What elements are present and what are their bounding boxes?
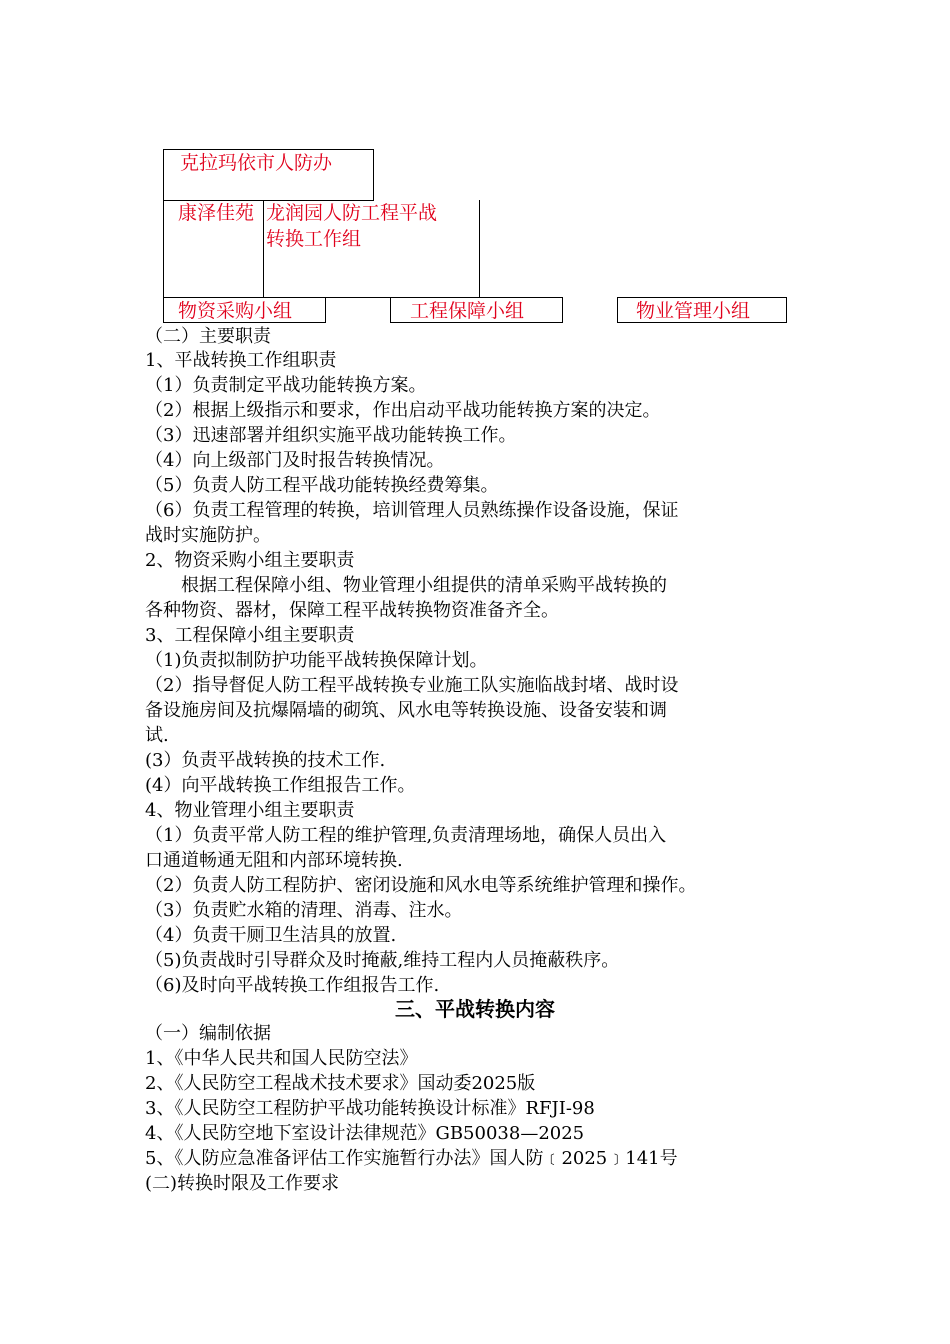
text-line: 口通道畅通无阻和内部环境转换. (145, 850, 403, 871)
text-line: 2、《人民防空工程战术技术要求》国动委2025版 (145, 1073, 536, 1094)
text-line: 战时实施防护。 (145, 525, 271, 546)
text-line: 1、《中华人民共和国人民防空法》 (145, 1048, 418, 1069)
org-box-top (163, 149, 374, 201)
org-center-line2: 转换工作组 (266, 228, 362, 250)
org-group2-label: 工程保障小组 (410, 300, 525, 322)
text-line: （6)及时向平战转换工作组报告工作. (145, 975, 440, 996)
text-line: （6）负责工程管理的转换，培训管理人员熟练操作设备设施，保证 (145, 500, 679, 521)
text-line: 根据工程保障小组、物业管理小组提供的清单采购平战转换的 (145, 575, 667, 596)
text-line: （3）负责贮水箱的清理、消毒、注水。 (145, 900, 463, 921)
org-group3-label: 物业管理小组 (636, 300, 751, 322)
text-line: 4、物业管理小组主要职责 (145, 800, 355, 821)
text-line: （3）迅速部署并组织实施平战功能转换工作。 (145, 425, 517, 446)
org-center-line1: 龙润园人防工程平战 (266, 202, 438, 224)
text-line: (3）负责平战转换的技术工作. (145, 750, 386, 771)
text-line: （一）编制依据 (145, 1023, 271, 1044)
text-line: （1）负责制定平战功能转换方案。 (145, 375, 427, 396)
org-box-group3 (617, 297, 787, 323)
text-line: （5)负责战时引导群众及时掩蔽,维持工程内人员掩蔽秩序。 (145, 950, 620, 971)
text-line: （4）负责干厕卫生洁具的放置. (145, 925, 397, 946)
org-box-group2 (390, 297, 563, 323)
org-box-group1 (163, 297, 326, 323)
section-heading: 三、平战转换内容 (395, 997, 555, 1021)
org-divider (263, 200, 264, 242)
text-line: （1)负责拟制防护功能平战转换保障计划。 (145, 650, 488, 671)
text-line: （2）指导督促人防工程平战转换专业施工队实施临战封堵、战时设 (145, 675, 679, 696)
text-line: 5、《人防应急准备评估工作实施暂行办法》国人防﹝2025﹞141号 (145, 1148, 678, 1169)
text-line: （1）负责平常人防工程的维护管理,负责清理场地，确保人员出入 (145, 825, 667, 846)
text-line: 4、《人民防空地下室设计法律规范》GB50038—2025 (145, 1123, 585, 1144)
org-top-label: 克拉玛依市人防办 (180, 152, 333, 174)
org-group1-label: 物资采购小组 (178, 300, 293, 322)
text-line: 2、物资采购小组主要职责 (145, 550, 355, 571)
text-line: （4）向上级部门及时报告转换情况。 (145, 450, 445, 471)
text-line: 各种物资、器材，保障工程平战转换物资准备齐全。 (145, 600, 559, 621)
org-box-center (263, 200, 480, 298)
text-line: (4）向平战转换工作组报告工作。 (145, 775, 416, 796)
text-line: 备设施房间及抗爆隔墙的砌筑、风水电等转换设施、设备安装和调 (145, 700, 667, 721)
text-line: 1、平战转换工作组职责 (145, 350, 337, 371)
text-line: （2）根据上级指示和要求，作出启动平战功能转换方案的决定。 (145, 400, 661, 421)
text-line: （5）负责人防工程平战功能转换经费筹集。 (145, 475, 499, 496)
text-line: （2）负责人防工程防护、密闭设施和风水电等系统维护管理和操作。 (145, 875, 697, 896)
org-connector-left (163, 200, 164, 298)
text-line: （二）主要职责 (145, 326, 271, 347)
text-line: (二)转换时限及工作要求 (145, 1173, 340, 1194)
text-line: 3、工程保障小组主要职责 (145, 625, 355, 646)
text-line: 试. (145, 725, 169, 746)
org-left-label: 康泽佳苑 (178, 202, 255, 224)
text-line: 3、《人民防空工程防护平战功能转换设计标准》RFJI-98 (145, 1098, 595, 1119)
